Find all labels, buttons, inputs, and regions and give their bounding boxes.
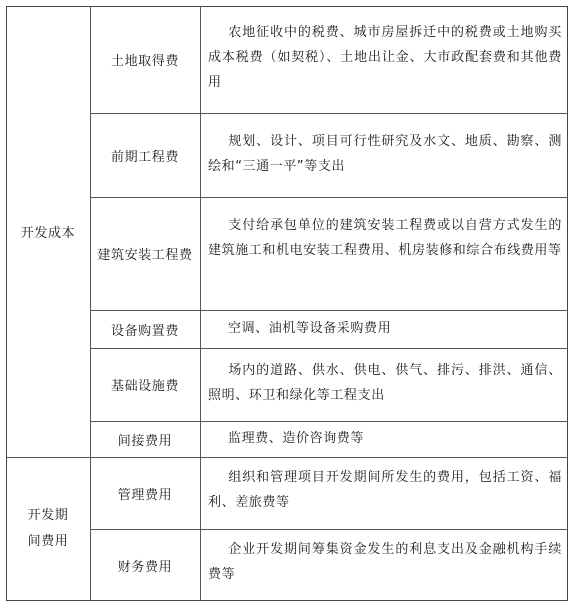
row-divider [90,197,568,198]
desc-land-acquisition: 农地征收中的税费、城市房屋拆迁中的税费或土地购买成本税费（如契税）、土地出让金、大市政配套费和其他费用 [208,25,562,90]
item-infrastructure: 基础设施费 [110,379,179,394]
column-divider-1 [90,6,91,601]
category-period-expenses [6,457,90,601]
desc-preliminary-engineering: 规划、设计、项目可行性研究及水文、地质、勘察、测绘和“三通一平”等支出 [208,134,562,174]
row-divider [90,421,568,422]
row-divider [90,529,568,530]
desc-equipment-purchase: 空调、油机等设备采购费用 [228,321,392,336]
desc-financial-expenses: 企业开发期间筹集资金发生的利息支出及金融机构手续费等 [208,542,562,582]
desc-indirect-costs: 监理费、造价咨询费等 [228,431,365,446]
item-financial-expenses: 财务费用 [117,559,173,575]
table-border-left [6,6,7,601]
row-divider [90,310,568,311]
item-land-acquisition: 土地取得费 [110,54,179,69]
category-label-line-2: 间费用 [27,534,69,549]
column-divider-2 [200,6,201,601]
category-development-cost [6,6,90,457]
category-label: 开发成本 [20,226,76,241]
desc-management-expenses: 组织和管理项目开发期间所发生的费用，包括工资、福利、差旅费等 [208,470,562,510]
item-indirect-costs: 间接费用 [117,433,173,449]
row-divider [90,348,568,349]
category-label-line-1: 开发期 [27,508,69,523]
item-equipment-purchase: 设备购置费 [110,323,179,339]
section-divider [6,457,568,458]
desc-infrastructure: 场内的道路、供水、供电、供气、排污、排洪、通信、照明、环卫和绿化等工程支出 [208,363,562,403]
item-preliminary-engineering: 前期工程费 [110,149,179,165]
item-management-expenses: 管理费用 [117,487,173,503]
desc-construction-installation: 支付给承包单位的建筑安装工程费或以自营方式发生的建筑施工和机电安装工程费用、机房装修和综合布线费用等 [208,218,562,258]
row-divider [90,113,568,114]
table-border-right [567,6,568,601]
item-construction-installation: 建筑安装工程费 [97,248,193,263]
